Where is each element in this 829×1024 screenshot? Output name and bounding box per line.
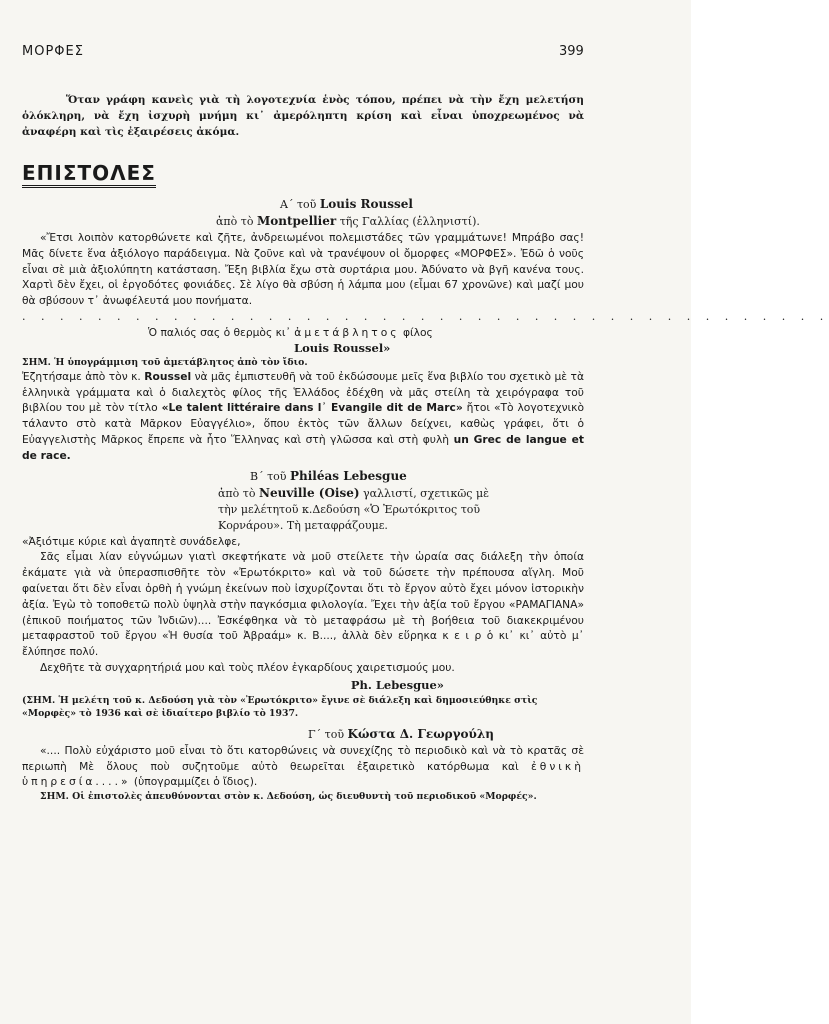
letter-a-place: Montpellier [256,214,337,228]
letter-a-signature: Louis Roussel» [294,340,391,355]
letter-b-place: Neuville (Oise) [258,485,360,500]
letter-b-origin [22,485,584,502]
letter-a-closing-pre: Ὁ παλιός σας ὁ θερμὸς κι᾽ [148,325,295,339]
letter-b-heading [22,468,584,485]
editor-paragraph-part1: Ἐζητήσαμε ἀπὸ τὸν κ. [22,369,145,383]
letter-b-salutation: «Ἀξιότιμε κύριε καὶ ἀγαπητὲ συνάδελφε, [22,534,241,548]
page-number: 399 [559,44,584,59]
letter-c-ordinal: Γ΄ τοῦ [308,727,348,741]
letter-a [22,196,829,464]
editor-paragraph-part2: νὰ μᾶς ἐμπιστευθῆ νὰ τοῦ ἐκδώσουμε μεῖς ἕνα βιβλίο του σχετικὸ μὲ τὰ ἑλληνικὰ γράμματα καὶ ὁ διαλεχτὸς φίλος τῆς Ἑλλάδος ἐδέχθη νὰ μᾶς στείλη τὰ χειρόγραφα τοῦ βιβλίου του μὲ τὸν τίτλο [22,369,584,415]
letter-b-note: (ΣΗΜ. Ἡ μελέτη τοῦ κ. Δεδούση γιὰ τὸν «Ἐρωτόκριτο» ἔγινε σὲ διάλεξη καὶ δημοσιεύθηκε στὶς «Μορφὲς» τὸ 1936 καὶ σὲ ἰδιαίτερο βιβλίο τὸ 1937. [22,694,538,719]
letter-a-note: ΣΗΜ. Ἡ ὑπογράμμιση τοῦ ἀμετάβλητος ἀπὸ τὸν ἴδιο. [22,356,308,368]
letter-a-ordinal: Α΄ τοῦ [280,198,320,211]
letter-a-author: Louis Roussel [319,197,413,211]
letter-b-origin-line3: τὴν μελέτητοῦ κ.Δεδούση «Ὁ Ἐρωτόκριτος τοῦ [218,502,481,516]
letter-c-body-part2: (ὑπογραμμίζει ὁ ἴδιος). [130,775,258,789]
letter-a-origin [22,213,584,230]
section-title: ΕΠΙΣΤΟΛΕΣ [22,162,156,188]
letter-b-author: Philéas Lebesgue [289,468,407,483]
letter-c-body [22,743,584,790]
letter-a-heading [22,196,584,213]
letter-c [22,726,584,803]
letter-b-closing: Δεχθῆτε τὰ συγχαρητήριά μου καὶ τοὺς πλέον ἐγκαρδίους χαιρετισμούς μου. [40,660,455,674]
letter-b [22,468,584,720]
letter-b-origin-pre: ἀπὸ τὸ [218,486,259,500]
letter-b-ordinal: Β΄ τοῦ [250,469,290,483]
running-head [0,44,691,64]
letter-a-closing-emphasis: ἀμετάβλητος [294,325,400,339]
letter-a-editor-paragraph [22,369,584,464]
letter-c-body-part1: «.... Πολὺ εὐχάριστο μοῦ εἶναι τὸ ὅτι κατορθώνεις νὰ συνεχίζης τὸ περιοδικὸ καὶ νὰ τὸ κρατᾶς σὲ περιωπὴ Μὲ ὅλους ποὺ συζητοῦμε αὐτὸ θεωρεῖται ἐξαιρετικὸ κατόρθωμα καὶ [22,743,584,773]
editor-paragraph-quote: un Grec de langue et de race. [22,432,584,462]
letter-c-heading [22,726,584,743]
letter-a-closing [22,325,584,341]
letter-b-origin-line4: Κορνάρου». Τὴ μεταφράζουμε. [218,518,388,532]
letter-a-origin-post: τῆς Γαλλίας (ἑλληνιστί). [336,215,480,228]
editor-paragraph-name: Roussel [144,369,192,383]
letter-b-signature: Ph. Lebesgue» [350,677,444,692]
editor-paragraph-part3: ἤτοι «Τὸ λογοτεχνικὸ τάλαντο στὸ κατὰ Μᾶρκον Εὐαγγέλιο», ὅπου ἐκτὸς τῶν ἄλλων δείχνει, καθὼς γράφει, ὅτι ὁ Εὐαγγελιστὴς Μᾶρκος ἔπρεπε νὰ ἦτο Ἕλληνας καὶ στὴ γλῶσσα καὶ στὴ φυλὴ [22,401,585,446]
letter-a-closing-post: φίλος [399,325,433,339]
letter-c-emphasis: ἐθνικὴ ὑπηρεσία....» [22,759,584,789]
journal-name: ΜΟΡΦΕΣ [22,44,84,59]
letter-b-origin-post: γαλλιστί, σχετικῶς μὲ [359,486,490,500]
intro-paragraph: Ὅταν γράφη κανεὶς γιὰ τὴ λογοτεχνία ἑνὸς τόπου, πρέπει νὰ τὴν ἔχη μελετήση ὁλόκληρη, νὰ ἔχη ἰσχυρὴ μνήμη κι᾽ ἀμερόληπτη κρίση καὶ εἶναι ὑποχρεωμένος νὰ ἀναφέρη καὶ τὶς ἐξαιρέσεις ἀκόμα. [22,94,584,138]
letter-a-body: «Ἔτσι λοιπὸν κατορθώνετε καὶ ζῆτε, ἀνδρειωμένοι πολεμιστάδες τῶν γραμμάτωνε! Μπράβο σας! Μᾶς δίνετε ἕνα ἀξιόλογο παράδειγμα. Νὰ ζοῦνε καὶ νὰ τρανέψουν οἱ ὄμορφες «ΜΟΡΦΕΣ». Ἐδῶ ὁ νοῦς εἶναι σὲ μιὰ ἀξιολύπητη κατάσταση. Ἔξη βιβλία ἔχω στὰ συρτάρια μου. Ἀδύνατο νὰ βγῆ κανένα τους. Χαρτὶ δὲν ἔχει, οἱ ἐργοδότες φονιάδες. Σὲ λίγο θὰ σβύση ἡ λάμπα μου (εἶμαι 67 χρονῶνε) καὶ μαζί μου θὰ σβύσουν τ᾽ ἀνωφέλευτά μου πονήματα. [22,231,584,308]
ellipsis-row: . . . . . . . . . . . . . . . . . . . . . . . . . . . . . . . . . . . . . . . . . . . [22,309,829,323]
letter-c-author: Κώστα Δ. Γεωργούλη [347,726,494,741]
page-content [22,92,829,803]
book-title: «Le talent littéraire dans l᾽ Evangile dit de Marc» [161,401,463,415]
letter-a-origin-pre: ἀπὸ τὸ [216,215,257,228]
letter-b-body: Σᾶς εἶμαι λίαν εὐγνώμων γιατὶ σκεφτήκατε νὰ μοῦ στείλετε τὴν ὡραία σας διάλεξη τὴν ὁποία ἐκάματε γιὰ νὰ ὑπερασπισθῆτε τὸν «Ἐρωτόκριτο» καὶ νὰ τοῦ δώσετε τὴν πρέπουσα αἴγλη. Μοῦ φαίνεται ὅτι δὲν εἶναι ὀρθὴ ἡ γνώμη ἐκείνων ποὺ ἰσχυρίζονται ὅτι τὸ ἔργον αὐτὸ ἔχει μόνον ἱστορικὴν ἀξία. Ἐγὼ τὸ τοποθετῶ πολὺ ὑψηλὰ στὴν παγκόσμια φιλολογία. Ἔχει τὴν ἀξία τοῦ ἔργου «ΡΑΜΑΓΙΑΝΑ» (ἐπικοῦ ποιήματος τῶν Ἰνδιῶν).... Ἐσκέφθηκα νὰ τὸ μεταφράσω μὲ τὴ βοήθεια τοῦ διακεκριμένου μεταφραστοῦ τοῦ ἔργου «Ἡ θυσία τοῦ Ἀβραάμ» κ. Β...., ἀλλὰ δὲν εὕρηκα κ ε ι ρ ὁ κι᾽ κι᾽ αὐτὸ μ᾽ ἔλύπησε πολύ. [22,550,584,659]
letter-c-note: ΣΗΜ. Οἱ ἐπιστολὲς ἀπευθύνονται στὸν κ. Δεδούση, ὡς διευθυντὴ τοῦ περιοδικοῦ «Μορφές». [40,791,537,803]
